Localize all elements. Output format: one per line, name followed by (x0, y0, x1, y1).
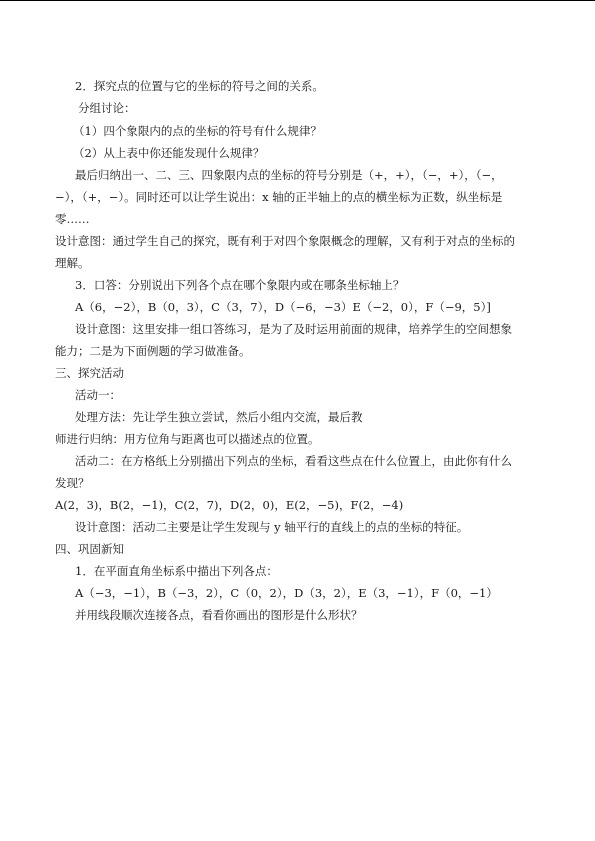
text-line: 能力；二是为下面例题的学习做准备。 (55, 344, 251, 358)
text-line: 发现？ (55, 476, 90, 490)
text-line: 3．口答：分别说出下列各个点在哪个象限内或在哪条坐标轴上？ (75, 278, 405, 292)
text-line: 设计意图：这里安排一组口答练习，是为了及时运用前面的规律，培养学生的空间想象 (75, 322, 512, 336)
text-line: 设计意图：活动二主要是让学生发现与 y 轴平行的直线上的点的坐标的特征。 (75, 520, 469, 534)
text-line: 并用线段顺次连接各点，看看你画出的图形是什么形状？ (75, 608, 363, 622)
text-line: 师进行归纳：用方位角与距离也可以描述点的位置。 (55, 432, 320, 446)
text-line: −），（+，−）。同时还可以让学生说出：x 轴的正半轴上的点的横坐标为正数，纵坐标是 (55, 190, 503, 204)
text-line: 零…… (55, 212, 90, 226)
text-line: A（6，−2），B（0，3），C（3，7），D（−6，−3）E（−2，0），F（−9，5）] (75, 300, 491, 314)
page-top-rule (0, 0, 595, 1)
text-line: 最后归纳出一、二、三、四象限内点的坐标的符号分别是（+，+），（−，+），（−， (75, 168, 503, 182)
text-line: （1）四个象限内的点的坐标的符号有什么规律？ (73, 124, 322, 138)
section-heading: 四、巩固新知 (55, 542, 124, 556)
text-line: 活动一： (75, 388, 121, 402)
text-line: 理解。 (55, 256, 90, 270)
text-line: 活动二：在方格纸上分别描出下列点的坐标，看看这些点在什么位置上，由此你有什么 (75, 454, 512, 468)
text-line: （2）从上表中你还能发现什么规律？ (73, 146, 265, 160)
text-line: A（−3，−1），B（−3，2），C（0，2），D（3，2），E（3，−1），F（0，−1） (75, 586, 498, 600)
text-line: 2．探究点的位置与它的坐标的符号之间的关系。 (75, 79, 324, 93)
text-line: 1．在平面直角坐标系中描出下列各点： (75, 564, 278, 578)
section-heading: 三、探究活动 (55, 366, 124, 380)
text-line: A(2，3)，B(2，−1)，C(2，7)，D(2，0)，E(2，−5)，F(2，−4) (55, 498, 404, 512)
text-line: 设计意图：通过学生自己的探究，既有利于对四个象限概念的理解，又有利于对点的坐标的 (55, 234, 515, 248)
text-line: 处理方法：先让学生独立尝试，然后小组内交流，最后教 (75, 410, 363, 424)
text-line: 分组讨论： (78, 101, 136, 115)
